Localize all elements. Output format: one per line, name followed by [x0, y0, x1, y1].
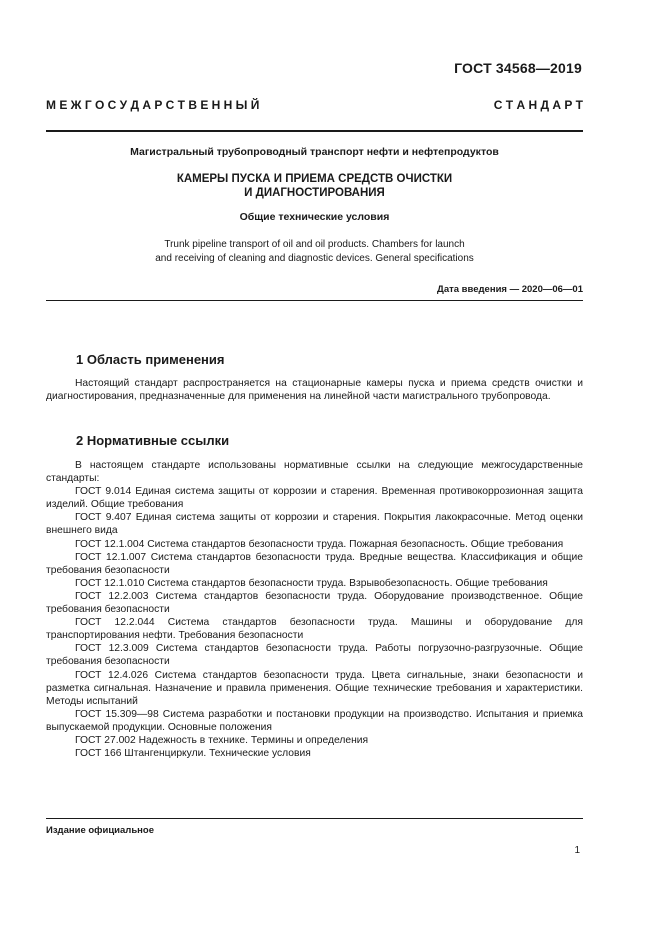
- reference-item: ГОСТ 9.407 Единая система защиты от коррозии и старения. Покрытия лакокрасочные. Метод оценки внешнего вида: [46, 512, 583, 537]
- reference-item: ГОСТ 15.309—98 Система разработки и постановки продукции на производство. Испытания и приемка выпускаемой продукции. Основные положения: [46, 708, 583, 733]
- english-title: [46, 238, 583, 265]
- reference-item: ГОСТ 12.1.004 Система стандартов безопасности труда. Пожарная безопасность. Общие требования: [75, 538, 564, 550]
- title-rule: [46, 300, 583, 301]
- title-line: И ДИАГНОСТИРОВАНИЯ: [244, 187, 385, 199]
- document-number: ГОСТ 34568—2019: [454, 60, 582, 76]
- english-title-line: and receiving of cleaning and diagnostic devices. General specifications: [155, 252, 474, 264]
- standard-banner: [46, 98, 583, 112]
- paragraph: В настоящем стандарте использованы нормативные ссылки на следующие межгосударственные стандарты:: [46, 460, 583, 485]
- introduction-date: Дата введения — 2020—06—01: [437, 284, 583, 295]
- footer-rule: [46, 818, 583, 819]
- paragraph: Настоящий стандарт распространяется на стационарные камеры пуска и приема средств очистки и диагностирования, предназначенные для применения на линейной части магистрального трубопровода.: [46, 378, 583, 403]
- section-heading-scope: 1 Область применения: [76, 352, 225, 367]
- reference-item: ГОСТ 12.3.009 Система стандартов безопасности труда. Работы погрузочно-разгрузочные. Общие требования безопасности: [46, 643, 583, 668]
- banner-word-standard: С Т А Н Д А Р Т: [493, 98, 583, 112]
- page-number: 1: [574, 845, 580, 856]
- reference-item: ГОСТ 12.2.044 Система стандартов безопасности труда. Машины и оборудование для транспортирования нефти. Требования безопасности: [46, 617, 583, 642]
- english-title-line: Trunk pipeline transport of oil and oil products. Chambers for launch: [164, 239, 465, 250]
- reference-item: ГОСТ 9.014 Единая система защиты от коррозии и старения. Временная противокоррозионная защита изделий. Общие требования: [46, 486, 583, 511]
- section-body-references: [46, 459, 583, 760]
- header-rule: [46, 130, 583, 132]
- reference-item: ГОСТ 166 Штангенциркули. Технические условия: [75, 748, 311, 760]
- reference-item: ГОСТ 12.2.003 Система стандартов безопасности труда. Оборудование производственное. Общие требования безопасности: [46, 590, 583, 616]
- document-title: [46, 172, 583, 200]
- reference-item: ГОСТ 12.4.026 Система стандартов безопасности труда. Цвета сигнальные, знаки безопасности и разметка сигнальная. Назначение и правила применения. Общие технические требования и характеристики. Методы испытаний: [46, 669, 583, 707]
- section-heading-references: 2 Нормативные ссылки: [76, 433, 230, 448]
- title-line: КАМЕРЫ ПУСКА И ПРИЕМА СРЕДСТВ ОЧИСТКИ: [176, 173, 453, 185]
- document-subject: Магистральный трубопроводный транспорт нефти и нефтепродуктов: [130, 146, 499, 158]
- document-subtitle: Общие технические условия: [239, 211, 390, 223]
- official-edition-note: Издание официальное: [46, 825, 154, 836]
- section-body-scope: [46, 377, 583, 403]
- reference-item: ГОСТ 12.1.007 Система стандартов безопасности труда. Вредные вещества. Классификация и общие требования безопасности: [46, 551, 583, 576]
- reference-item: ГОСТ 12.1.010 Система стандартов безопасности труда. Взрывобезопасность. Общие требования: [75, 577, 548, 589]
- reference-item: ГОСТ 27.002 Надежность в технике. Термины и определения: [75, 734, 369, 746]
- banner-word-interstate: М Е Ж Г О С У Д А Р С Т В Е Н Н Ы Й: [46, 98, 260, 112]
